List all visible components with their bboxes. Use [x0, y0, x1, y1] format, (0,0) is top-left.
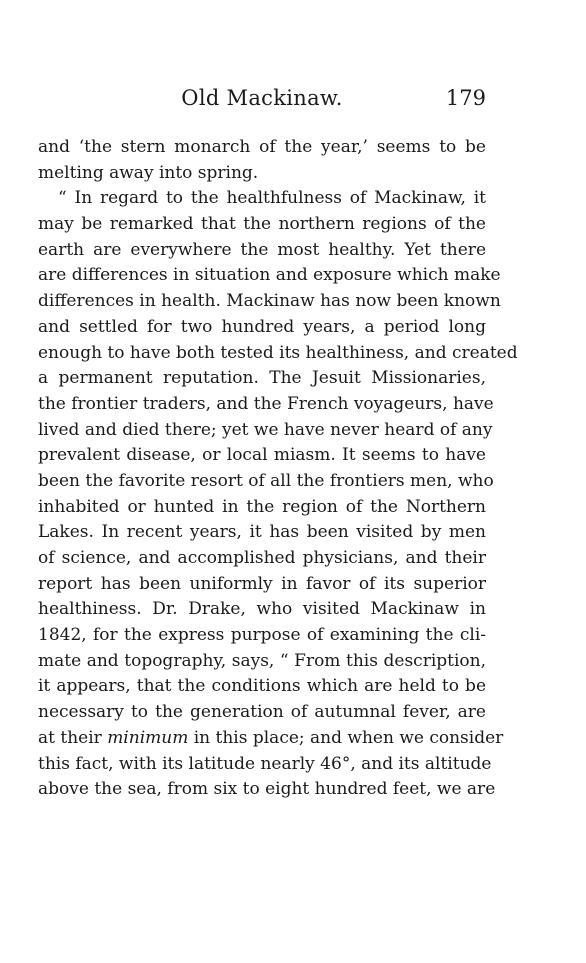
text-line [38, 726, 504, 752]
text-line: differences in health. Mackinaw has now been known [38, 291, 501, 312]
text-line: and settled for two hundred years, a period long [38, 316, 486, 337]
text-line: “ In regard to the healthfulness of Mackinaw, it [58, 188, 486, 209]
text-line: may be remarked that the northern regions of the [38, 214, 486, 235]
page-number: 179 [445, 86, 486, 110]
text-line: necessary to the generation of autumnal fever, are [38, 702, 486, 723]
text-line: mate and topography, says, “ From this description, [38, 650, 486, 671]
text-line: Lakes. In recent years, it has been visited by men [38, 522, 486, 543]
text-line: of science, and accomplished physicians, and their [38, 548, 486, 568]
italic-term: minimum [107, 727, 189, 748]
text-line: melting away into spring. [38, 162, 259, 183]
running-head: Old Mackinaw. [181, 86, 343, 110]
text-line: enough to have both tested its healthiness, and created [38, 342, 518, 363]
text-segment: at their [38, 727, 108, 748]
text-line: lived and died there; yet we have never heard of any [38, 419, 493, 440]
page-header [38, 86, 486, 118]
text-line: above the sea, from six to eight hundred feet, we are [38, 779, 496, 800]
text-line: inhabited or hunted in the region of the Northern [38, 496, 486, 517]
text-line: prevalent disease, or local miasm. It seems to have [38, 445, 486, 466]
text-line: and ‘the stern monarch of the year,’ seems to be [38, 137, 486, 157]
text-line: it appears, that the conditions which are held to be [38, 676, 486, 697]
text-line: been the favorite resort of all the frontiers men, who [38, 470, 494, 491]
text-line: 1842, for the express purpose of examining the cli- [38, 625, 486, 646]
text-line: a permanent reputation. The Jesuit Missionaries, [38, 368, 486, 389]
text-line: this fact, with its latitude nearly 46°, and its altitude [38, 753, 492, 774]
text-line: the frontier traders, and the French voyageurs, have [38, 393, 494, 414]
text-line: report has been uniformly in favor of its superior [38, 573, 486, 594]
text-line: earth are everywhere the most healthy. Yet there [38, 239, 486, 260]
text-segment: in this place; and when we consider [188, 727, 504, 748]
body-text [38, 135, 518, 803]
text-line: are differences in situation and exposure which make [38, 265, 501, 286]
text-line: healthiness. Dr. Drake, who visited Mackinaw in [38, 599, 486, 620]
